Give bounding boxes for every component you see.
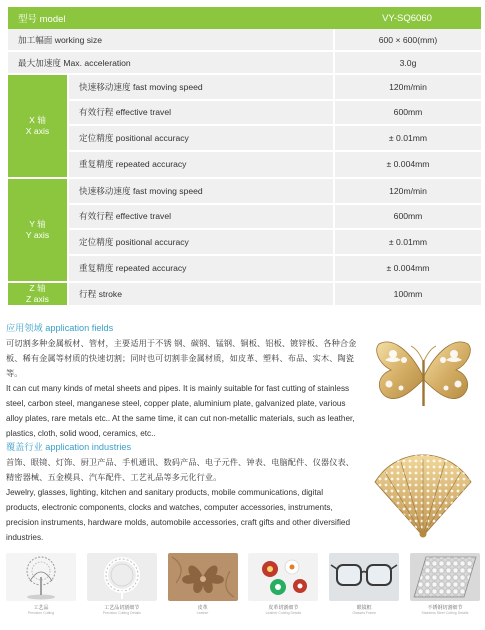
butterfly-cutout-image [371, 330, 476, 422]
sample-label-en: Leather [196, 611, 209, 615]
spec-row [69, 126, 481, 152]
y-axis-group [8, 179, 481, 283]
spec-row [69, 179, 481, 205]
sample-label-en: Stainless Steel Cutting Details [421, 611, 469, 615]
glasses-icon [329, 553, 399, 601]
leather-flower-icon [168, 553, 238, 601]
spec-value: 600 × 600(mm) [333, 29, 481, 50]
spec-value: 120m/min [333, 75, 481, 99]
sample-gallery [6, 553, 480, 616]
leather-rosettes-icon [248, 553, 318, 601]
section-text-en: Jewelry, glasses, lighting, kitchen and sanitary products, mobile communications, digital products, electronic components, clocks and watches, computer accessories, instruments, precision instruments, hardware molds, automobile accessories, craft gifts and other diversified industries. [6, 488, 351, 542]
spec-row [69, 75, 481, 101]
ring-ornament-icon [87, 553, 157, 601]
application-fields-section [6, 321, 358, 441]
sample-label-cn: 不锈钢切割细节 [427, 605, 463, 611]
spec-row [69, 152, 481, 178]
tree-ornament-icon [6, 553, 76, 601]
sample-label-en: Glasses Frame [352, 611, 377, 615]
spec-label: 快速移动速度 fast moving speed [79, 81, 203, 92]
axis-en-label: Z axis [26, 294, 49, 304]
y-axis-cell [8, 179, 69, 281]
z-axis-cell [8, 283, 69, 305]
sample-item [410, 553, 480, 616]
section-title: 覆盖行业 application industries [6, 442, 132, 452]
sample-label-cn: 皮革 [197, 605, 208, 611]
sample-label-en: Precision Cutting [27, 611, 55, 615]
spec-value: ± 0.01mm [333, 126, 481, 150]
section-title: 应用领域 application fields [6, 323, 114, 333]
axis-cn-label: Z 轴 [29, 283, 46, 293]
spec-value: ± 0.004mm [333, 152, 481, 178]
spec-label: 最大加速度 Max. acceleration [18, 57, 131, 68]
section-text-cn: 可切割多种金属板材、管材，主要适用于不锈 钢、碳钢、锰钢、铜板、铝板、镀锌板、各种合金板、稀有金属等材质的快速切割；同时也可切割非金属材质，如皮革、塑料、布品、实木、陶瓷等。 [6, 339, 357, 378]
sample-label-cn: 皮革切割细节 [268, 605, 299, 611]
spec-row-working-size [8, 29, 481, 52]
axis-en-label: Y axis [25, 230, 50, 240]
sample-item [6, 553, 76, 616]
section-text-cn: 首饰、眼镜、灯饰、厨卫产品、手机通讯、数码产品、电子元件、钟表、电脑配件、仪器仪表、精密器械、五金模具、汽车配件、工艺礼品等多元化行业。 [6, 458, 355, 482]
sample-label-cn: 工艺品 [33, 605, 49, 611]
spec-value: 600mm [333, 101, 481, 125]
spec-label: 有效行程 effective travel [79, 211, 172, 222]
spec-label: 有效行程 effective travel [79, 107, 172, 118]
sample-item [248, 553, 318, 616]
x-axis-cell [8, 75, 69, 177]
spec-label: 定位精度 positional accuracy [79, 132, 189, 143]
model-value: VY-SQ6060 [382, 12, 432, 24]
section-text-en: It can cut many kinds of metal sheets and pipes. It is mainly suitable for fast cutting of stainless steel, carbon steel, manganese steel, copper plate, aluminium plate, galvanized plate, various alloy plates, rare metals etc.. At the same time, it can cut non-metallic materials, such as leather, plastics, cloth, solid wood, ceramics, etc.. [6, 384, 355, 438]
sample-item [168, 553, 238, 616]
spec-label: 重复精度 repeated accuracy [79, 159, 187, 170]
spec-value: 600mm [333, 205, 481, 229]
spec-row [69, 230, 481, 256]
spec-header-row [8, 7, 481, 29]
axis-cn-label: Y 轴 [29, 219, 46, 229]
spec-label: 加工幅面 working size [18, 34, 103, 45]
spec-value: ± 0.01mm [333, 230, 481, 254]
spec-value: 120m/min [333, 179, 481, 203]
steel-mesh-icon [410, 553, 480, 601]
z-axis-group [8, 283, 481, 307]
sample-item [87, 553, 157, 616]
spec-value: 3.0g [333, 52, 481, 73]
spec-row-max-acceleration [8, 52, 481, 75]
application-industries-section [6, 440, 358, 545]
spec-label: 快速移动速度 fast moving speed [79, 185, 203, 196]
spec-row [69, 283, 481, 305]
axis-en-label: X axis [25, 126, 50, 136]
fan-cutout-image [371, 452, 476, 544]
spec-label: 行程 stroke [79, 289, 122, 299]
spec-table [8, 7, 481, 307]
spec-label: 定位精度 positional accuracy [79, 236, 189, 247]
sample-label-cn: 工艺品切割细节 [104, 605, 140, 611]
sample-label-en: Leather Cutting Details [265, 611, 302, 615]
spec-row [69, 256, 481, 282]
x-axis-group [8, 75, 481, 179]
sample-label-en: Precision Cutting Details [102, 611, 141, 615]
sample-label-cn: 眼镜框 [356, 605, 372, 611]
spec-row [69, 205, 481, 231]
model-label: 型号 model [18, 14, 66, 25]
axis-cn-label: X 轴 [29, 115, 46, 125]
sample-item [329, 553, 399, 616]
spec-row [69, 101, 481, 127]
spec-value: ± 0.004mm [333, 256, 481, 282]
spec-value: 100mm [333, 283, 481, 305]
spec-label: 重复精度 repeated accuracy [79, 263, 187, 274]
